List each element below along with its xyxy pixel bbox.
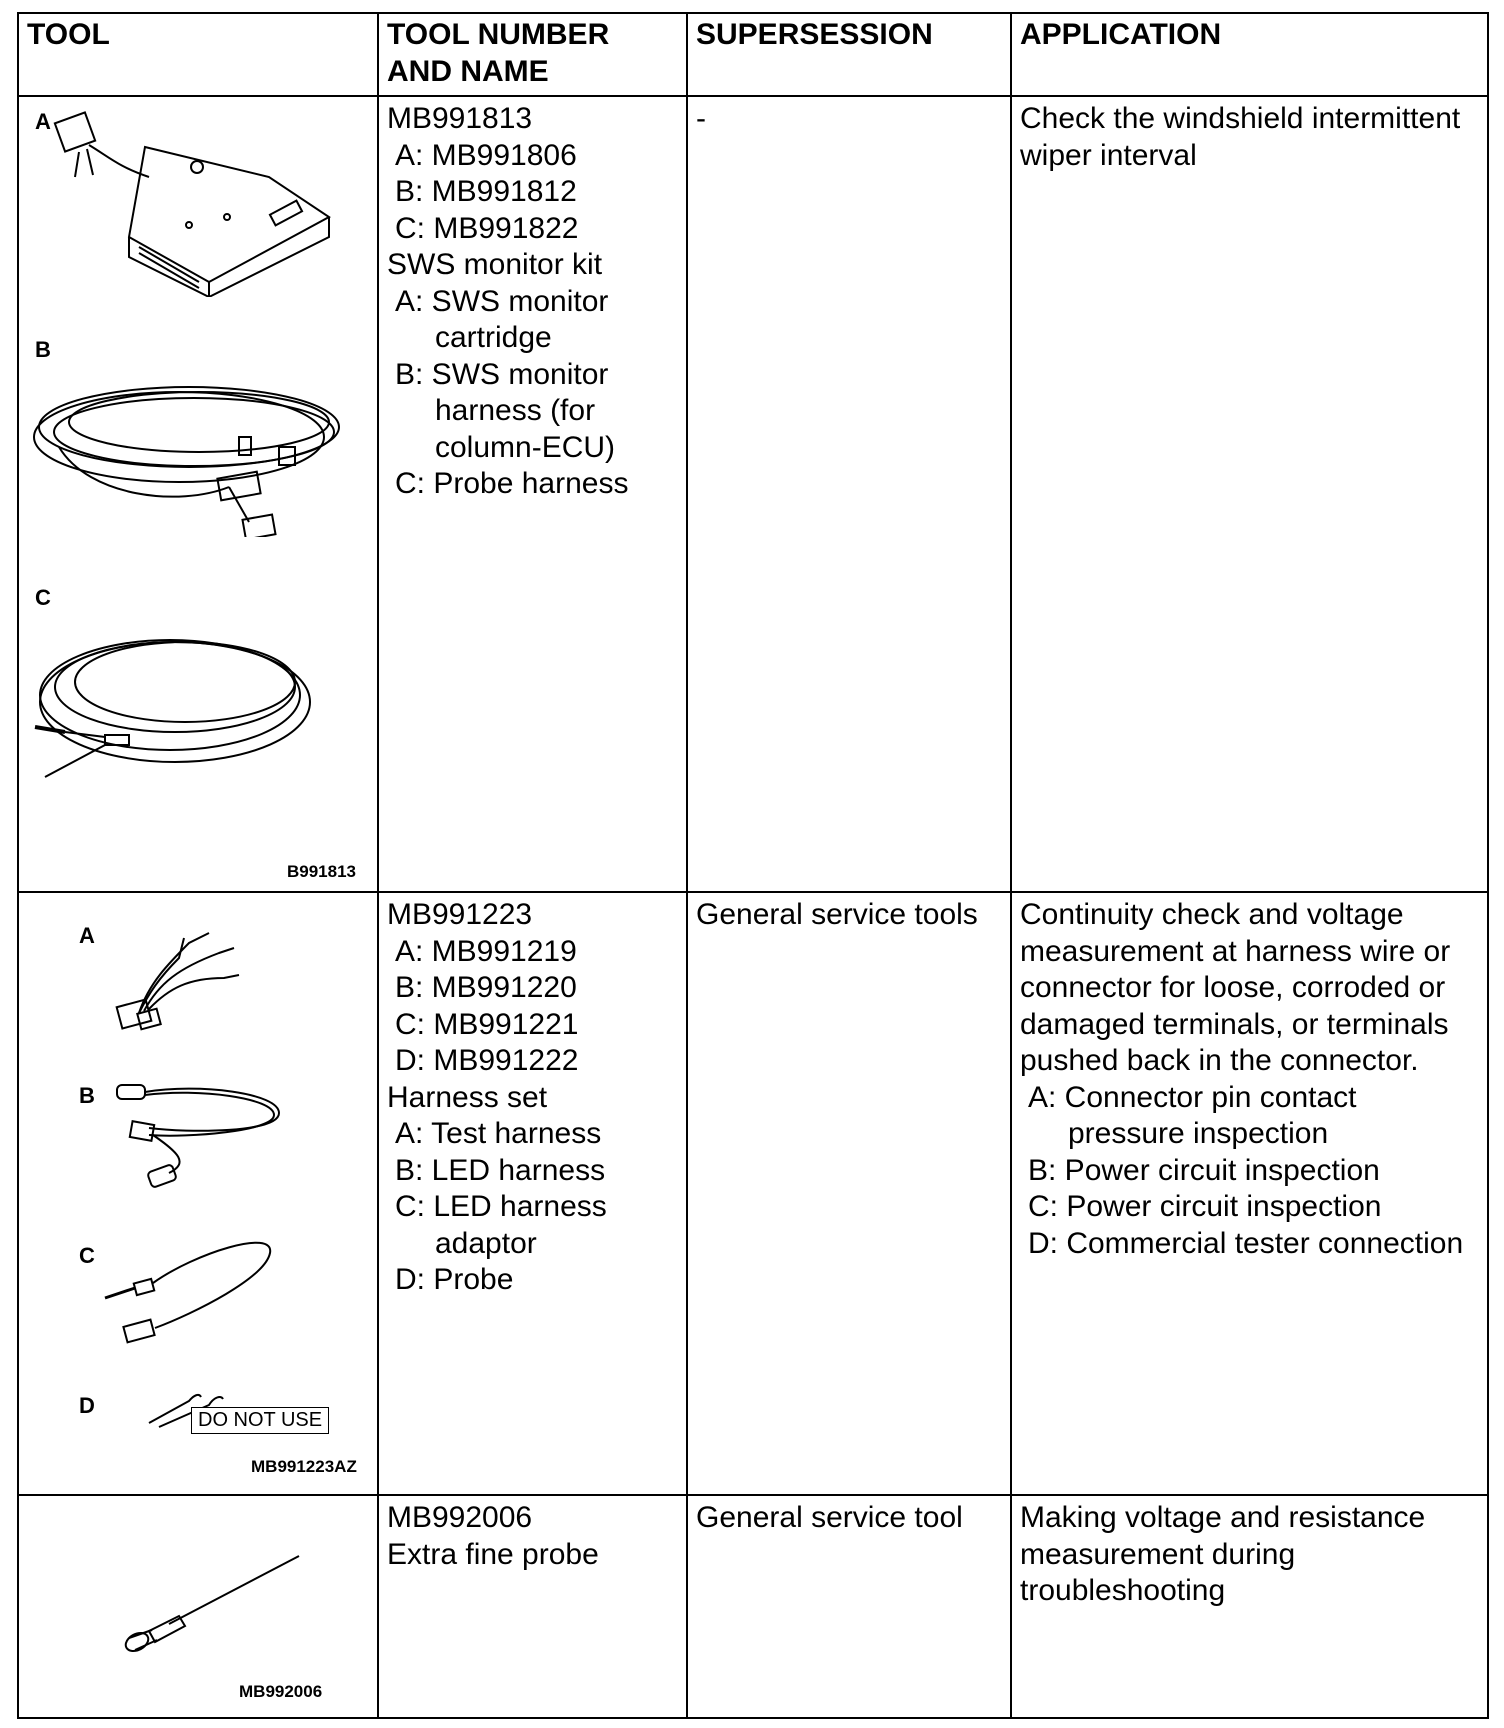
tool-illustration-cell xyxy=(18,892,378,1495)
tool-number-item: A: MB991219 xyxy=(395,934,577,968)
application-item: D: Commercial tester connection xyxy=(1028,1226,1464,1260)
application-line: connector for loose, corroded or xyxy=(1020,971,1446,1004)
application-line: Making voltage and resistance xyxy=(1020,1501,1426,1534)
tool-name: SWS monitor kit xyxy=(387,248,603,281)
tool-label-b: B xyxy=(35,337,51,362)
application-line: measurement during xyxy=(1020,1537,1296,1571)
tool-label-b: B xyxy=(79,1083,95,1108)
led-harness-illustration xyxy=(109,1073,299,1193)
tool-number: MB991223 xyxy=(387,898,533,931)
probe-harness-illustration xyxy=(25,617,325,787)
application-item: B: Power circuit inspection xyxy=(1028,1153,1380,1187)
tool-number-item: B: MB991812 xyxy=(395,175,577,208)
header-tool-number-line2: AND NAME xyxy=(387,55,549,88)
tool-name-item-cont: harness (for xyxy=(435,394,596,427)
header-application: APPLICATION xyxy=(1011,13,1488,96)
tool-label-c: C xyxy=(79,1243,95,1268)
tool-number-item: D: MB991222 xyxy=(395,1044,579,1077)
application-item: C: Power circuit inspection xyxy=(1028,1190,1382,1223)
tool-name-item: C: Probe harness xyxy=(395,467,629,500)
header-tool-number xyxy=(378,13,687,96)
tool-illustration-cell xyxy=(18,1495,378,1718)
test-harness-illustration xyxy=(109,923,269,1033)
tool-number-cell xyxy=(378,96,687,892)
tool-name: Extra fine probe xyxy=(387,1537,599,1571)
tool-name-item: A: SWS monitor xyxy=(395,284,609,318)
table-row xyxy=(18,96,1488,892)
tool-number-cell xyxy=(378,1495,687,1718)
tool-number-item: B: MB991220 xyxy=(395,971,577,1004)
tool-label-a: A xyxy=(35,109,51,134)
application-line: Continuity check and voltage xyxy=(1020,898,1404,931)
supersession-cell: - xyxy=(687,96,1011,892)
illustration-code: B991813 xyxy=(287,862,357,881)
header-tool-number-line1: TOOL NUMBER xyxy=(387,18,610,51)
tool-number: MB991813 xyxy=(387,102,533,135)
tool-illustration-cell xyxy=(18,96,378,892)
application-cell xyxy=(1011,892,1488,1495)
tool-number-item: C: MB991822 xyxy=(395,211,579,245)
application-cell xyxy=(1011,1495,1488,1718)
tool-number: MB992006 xyxy=(387,1501,533,1534)
header-row xyxy=(18,13,1488,96)
do-not-use-stamp: DO NOT USE xyxy=(191,1407,329,1434)
tool-name-item: B: LED harness xyxy=(395,1153,606,1187)
table-row xyxy=(18,1495,1488,1718)
application-item-cont: pressure inspection xyxy=(1068,1117,1329,1150)
header-tool: TOOL xyxy=(18,13,378,96)
supersession-cell: General service tools xyxy=(687,892,1011,1495)
application-cell xyxy=(1011,96,1488,892)
tool-name-item: A: Test harness xyxy=(395,1117,602,1150)
supersession-cell: General service tool xyxy=(687,1495,1011,1718)
tool-name-item-cont: adaptor xyxy=(435,1226,537,1260)
application-line: Check the windshield intermittent xyxy=(1020,102,1461,135)
sws-monitor-cartridge-illustration xyxy=(39,107,359,297)
application-line: troubleshooting xyxy=(1020,1574,1226,1607)
table-row xyxy=(18,892,1488,1495)
application-line: pushed back in the connector. xyxy=(1020,1044,1419,1077)
tool-label-a: A xyxy=(79,923,95,948)
extra-fine-probe-illustration xyxy=(119,1546,319,1656)
application-line: damaged terminals, or terminals xyxy=(1020,1007,1449,1041)
application-line: measurement at harness wire or xyxy=(1020,934,1451,968)
tool-number-item: A: MB991806 xyxy=(395,138,577,172)
illustration-code: MB992006 xyxy=(239,1682,323,1701)
tool-name-item-cont: column-ECU) xyxy=(435,430,616,464)
application-item: A: Connector pin contact xyxy=(1028,1080,1357,1114)
header-supersession: SUPERSESSION xyxy=(687,13,1011,96)
tool-name-item: C: LED harness xyxy=(395,1190,607,1223)
tool-name-item: B: SWS monitor xyxy=(395,357,609,391)
tool-name-item-cont: cartridge xyxy=(435,321,552,354)
tool-number-item: C: MB991221 xyxy=(395,1007,579,1041)
application-line: wiper interval xyxy=(1020,138,1197,172)
sws-monitor-harness-illustration xyxy=(29,367,359,537)
tool-name-item: D: Probe xyxy=(395,1263,514,1296)
tool-label-c: C xyxy=(35,585,51,610)
tool-name: Harness set xyxy=(387,1080,548,1114)
illustration-code: MB991223AZ xyxy=(251,1457,357,1476)
tool-label-d: D xyxy=(79,1393,95,1418)
tool-number-cell xyxy=(378,892,687,1495)
special-tools-table xyxy=(17,12,1489,1719)
led-harness-adaptor-illustration xyxy=(95,1223,295,1353)
